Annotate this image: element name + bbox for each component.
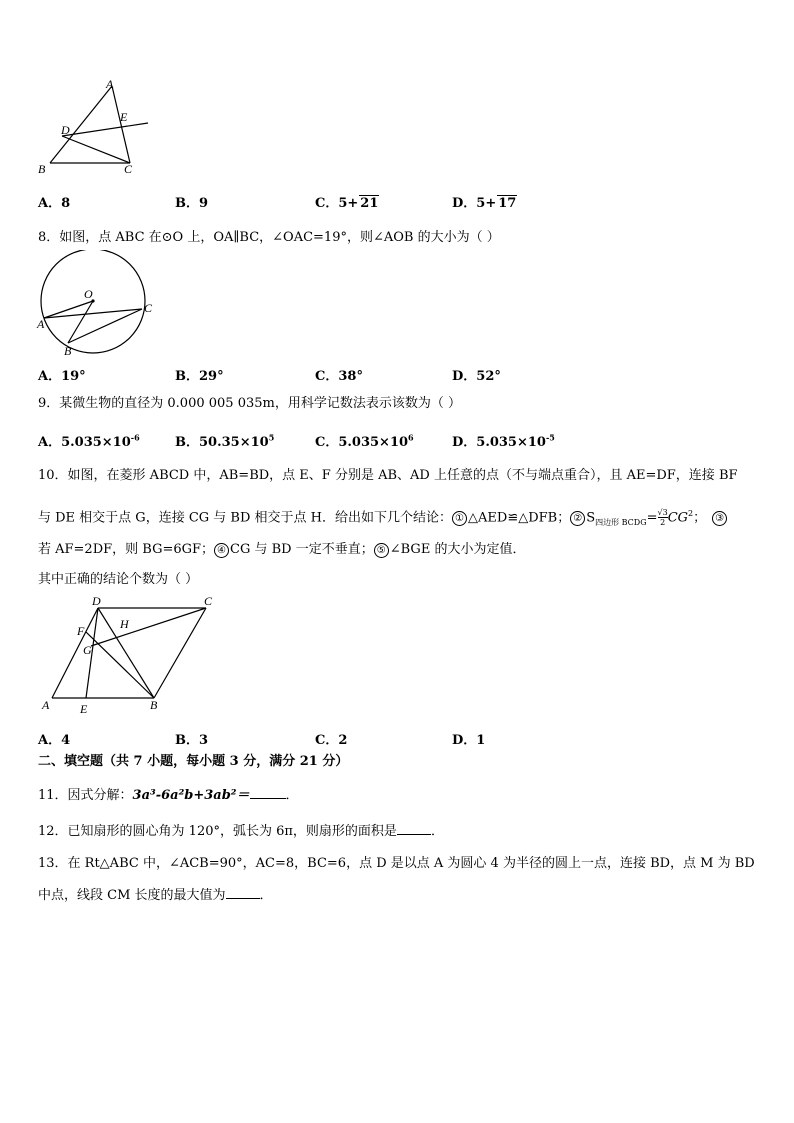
q9-option-b-base: B．50.35×10 — [175, 435, 269, 450]
q9-option-c-base: C．5.035×10 — [315, 435, 409, 450]
conclusion-2-cg: CG — [667, 510, 689, 526]
label-O: O — [84, 287, 93, 301]
q10-line3 — [38, 541, 525, 559]
label-C: C — [124, 162, 133, 176]
q8-circle-figure — [36, 250, 158, 356]
q12-answer-blank[interactable] — [397, 822, 431, 835]
q8-option-a[interactable]: A．19° — [38, 369, 86, 384]
q8-option-d[interactable]: D．52° — [452, 369, 501, 384]
q8-option-c[interactable]: C．38° — [315, 369, 363, 384]
q7-option-d-radical: 17 — [498, 196, 517, 211]
label-A: A — [42, 698, 50, 712]
q9-option-d-exp: -5 — [545, 432, 555, 443]
q7-triangle-figure — [36, 76, 152, 178]
label-A: A — [106, 77, 114, 91]
q10-line2 — [38, 505, 728, 532]
label-B: B — [64, 344, 72, 356]
fraction-denominator: 2 — [660, 518, 666, 528]
q9-option-a-base: A．5.035×10 — [38, 435, 131, 450]
conclusion-5-marker: ⑤ — [374, 543, 389, 558]
q10-option-c[interactable]: C．2 — [315, 733, 348, 748]
q7-option-d[interactable] — [452, 192, 517, 211]
label-F: F — [77, 624, 85, 638]
q13-line2 — [38, 886, 273, 905]
conclusion-1-marker: ① — [452, 511, 467, 526]
q12-prefix: 12．已知扇形的圆心角为 120°，弧长为 6π，则扇形的面积是 — [38, 824, 397, 839]
q9-option-c[interactable] — [315, 431, 414, 450]
label-B: B — [38, 162, 46, 176]
q11-answer-blank[interactable] — [250, 786, 286, 799]
q9-stem: 9．某微生物的直径为 0.000 005 035m，用科学记数法表示该数为（ ） — [38, 396, 461, 411]
conclusion-2-eq: = — [646, 510, 658, 526]
label-G: G — [83, 643, 92, 657]
q7-option-c-prefix: C．5+ — [315, 196, 359, 211]
q10-option-b[interactable]: B．3 — [175, 733, 209, 748]
label-H: H — [120, 617, 129, 631]
conclusion-3-marker: ③ — [712, 511, 727, 526]
q10-line1: 10．如图，在菱形 ABCD 中，AB=BD，点 E、F 分别是 AB、AD 上任意的点（不与端点重合），且 AE=DF，连接 BF — [38, 468, 738, 483]
q8-option-b[interactable]: B．29° — [175, 369, 224, 384]
q13-line1: 13．在 Rt△ABC 中，∠ACB=90°，AC=8，BC=6，点 D 是以点 A 为圆心 4 为半径的圆上一点，连接 BD，点 M 为 BD — [38, 856, 755, 871]
label-E: E — [80, 702, 88, 716]
q11-stem — [38, 786, 299, 805]
conclusion-4-text: CG 与 BD 一定不垂直； — [230, 542, 374, 557]
conclusion-4-marker: ④ — [214, 543, 229, 558]
q7-option-c-radical: 21 — [360, 196, 379, 211]
conclusion-2-end: ； — [693, 510, 707, 526]
q10-rhombus-figure — [36, 592, 226, 720]
conclusion-2-marker: ② — [570, 511, 585, 526]
label-E: E — [120, 110, 128, 124]
q13-line2-text: 中点，线段 CM 长度的最大值为 — [38, 888, 226, 903]
q10-line4: 其中正确的结论个数为（ ） — [38, 572, 199, 587]
q9-option-c-exp: 6 — [408, 432, 414, 443]
q7-option-d-prefix: D．5+ — [452, 196, 497, 211]
q7-option-c[interactable] — [315, 192, 379, 211]
q12-end: ． — [430, 824, 444, 839]
q13-end: ． — [259, 888, 273, 903]
conclusion-2-fraction — [658, 508, 668, 527]
conclusion-2-sub: 四边形 BCDG — [595, 517, 647, 527]
q9-option-b[interactable] — [175, 431, 274, 450]
q9-option-d[interactable] — [452, 431, 555, 450]
label-A: A — [37, 317, 45, 331]
conclusion-5-text: ∠BGE 的大小为定值． — [389, 542, 526, 557]
conclusion-1-text: △AED≌△DFB； — [468, 510, 571, 526]
label-D: D — [92, 594, 101, 608]
q11-end: ． — [285, 788, 299, 803]
conclusion-2-s: S — [586, 510, 596, 526]
q9-option-d-base: D．5.035×10 — [452, 435, 546, 450]
label-B: B — [150, 698, 158, 712]
fraction-numerator: √3 — [657, 508, 668, 518]
q10-line2-text: 与 DE 相交于点 G，连接 CG 与 BD 相交于点 H．给出如下几个结论： — [38, 510, 453, 526]
q11-prefix: 11．因式分解： — [38, 788, 133, 803]
q7-option-a[interactable]: A．8 — [38, 196, 71, 211]
q9-option-a-exp: -6 — [130, 432, 140, 443]
q8-stem: 8．如图，点 ABC 在⊙O 上，OA∥BC，∠OAC=19°，则∠AOB 的大小为（ ） — [38, 230, 500, 245]
q10-option-a[interactable]: A．4 — [38, 733, 71, 748]
q7-option-b[interactable]: B．9 — [175, 196, 209, 211]
q9-option-b-exp: 5 — [268, 432, 275, 443]
conclusion-3-text: 若 AF=2DF，则 BG=6GF； — [38, 542, 215, 557]
label-D: D — [61, 123, 70, 137]
q9-option-a[interactable] — [38, 431, 140, 450]
conclusion-2-square: 2 — [688, 509, 694, 518]
q11-expression: 3a³-6a²b+3ab²＝ — [132, 788, 250, 803]
q13-answer-blank[interactable] — [226, 886, 260, 899]
label-C: C — [144, 301, 153, 315]
section-heading: 二、填空题（共 7 小题，每小题 3 分，满分 21 分） — [38, 754, 349, 769]
q10-option-d[interactable]: D．1 — [452, 733, 486, 748]
q12-stem — [38, 822, 444, 841]
label-C: C — [204, 594, 213, 608]
